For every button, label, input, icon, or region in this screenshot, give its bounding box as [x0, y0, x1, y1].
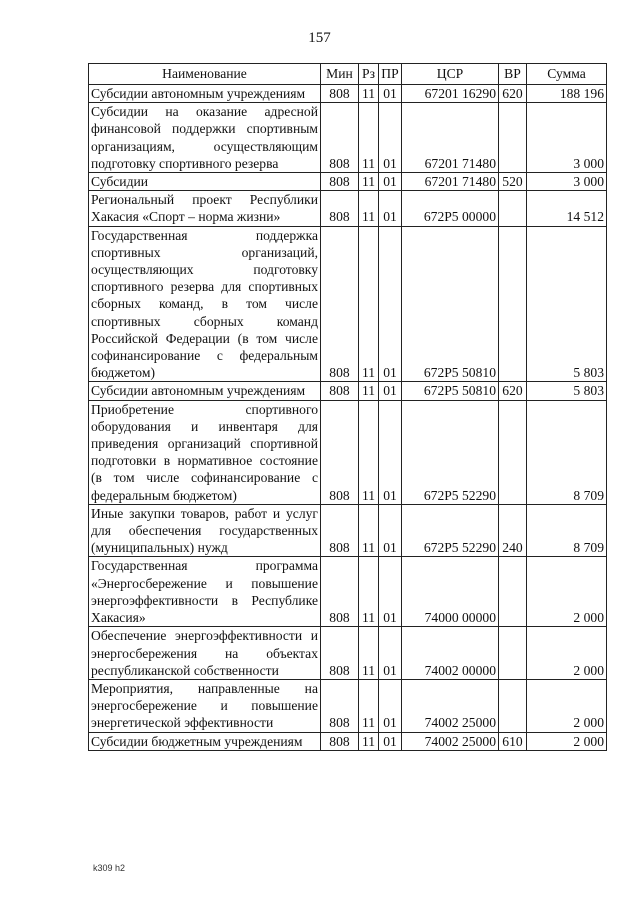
cell-sum: 8 709 [527, 400, 607, 504]
cell-min: 808 [321, 85, 359, 103]
cell-name: Региональный проект Республики Хакасия «Спорт – норма жизни» [89, 191, 321, 226]
header-rz: Рз [359, 64, 379, 85]
cell-rz: 11 [359, 226, 379, 382]
header-vr: ВР [499, 64, 527, 85]
header-sum: Сумма [527, 64, 607, 85]
cell-pr: 01 [379, 627, 402, 680]
cell-vr [499, 226, 527, 382]
cell-sum: 14 512 [527, 191, 607, 226]
cell-rz: 11 [359, 400, 379, 504]
table-row [89, 226, 607, 382]
header-csr: ЦСР [402, 64, 499, 85]
footer-code: k309 h2 [93, 863, 126, 873]
cell-csr: 74002 00000 [402, 627, 499, 680]
table-row [89, 504, 607, 557]
cell-csr: 74000 00000 [402, 557, 499, 627]
cell-sum: 5 803 [527, 382, 607, 400]
cell-rz: 11 [359, 382, 379, 400]
cell-pr: 01 [379, 557, 402, 627]
cell-vr: 620 [499, 85, 527, 103]
table-row [89, 191, 607, 226]
cell-pr: 01 [379, 400, 402, 504]
cell-csr: 67201 71480 [402, 173, 499, 191]
cell-pr: 01 [379, 85, 402, 103]
cell-sum: 3 000 [527, 103, 607, 173]
table-header-row [89, 64, 607, 85]
cell-rz: 11 [359, 85, 379, 103]
cell-sum: 2 000 [527, 627, 607, 680]
cell-min: 808 [321, 557, 359, 627]
cell-pr: 01 [379, 191, 402, 226]
cell-sum: 2 000 [527, 732, 607, 750]
table-row [89, 103, 607, 173]
cell-sum: 2 000 [527, 679, 607, 732]
cell-rz: 11 [359, 504, 379, 557]
cell-vr: 520 [499, 173, 527, 191]
cell-min: 808 [321, 627, 359, 680]
table-row [89, 627, 607, 680]
budget-table [88, 63, 607, 751]
cell-pr: 01 [379, 173, 402, 191]
cell-csr: 672P5 50810 [402, 382, 499, 400]
header-pr: ПР [379, 64, 402, 85]
cell-name: Государственная программа «Энергосбережение и повышение энергоэффективности в Республике Хакасия» [89, 557, 321, 627]
cell-min: 808 [321, 504, 359, 557]
cell-sum: 5 803 [527, 226, 607, 382]
cell-vr [499, 191, 527, 226]
cell-csr: 672P5 52290 [402, 504, 499, 557]
table-row [89, 382, 607, 400]
cell-vr [499, 627, 527, 680]
cell-name: Приобретение спортивного оборудования и инвентаря для приведения организаций спортивной подготовки в нормативное состояние (в том числе софинансирование с федеральным бюджетом) [89, 400, 321, 504]
table-row [89, 557, 607, 627]
cell-vr [499, 557, 527, 627]
cell-vr [499, 679, 527, 732]
cell-name: Государственная поддержка спортивных организаций, осуществляющих подготовку спортивного резерва для спортивных сборных команд, в том числе спортивных сборных команд Российской Федерации (в том числе софинансирование с федеральным бюджетом) [89, 226, 321, 382]
cell-pr: 01 [379, 103, 402, 173]
header-min: Мин [321, 64, 359, 85]
cell-name: Субсидии на оказание адресной финансовой поддержки спортивным организациям, осуществляющим подготовку спортивного резерва [89, 103, 321, 173]
cell-csr: 672P5 52290 [402, 400, 499, 504]
table-body [89, 85, 607, 751]
cell-csr: 74002 25000 [402, 732, 499, 750]
cell-rz: 11 [359, 191, 379, 226]
cell-rz: 11 [359, 173, 379, 191]
cell-name: Субсидии автономным учреждениям [89, 85, 321, 103]
cell-min: 808 [321, 226, 359, 382]
cell-rz: 11 [359, 627, 379, 680]
cell-csr: 67201 16290 [402, 85, 499, 103]
cell-vr [499, 103, 527, 173]
cell-sum: 2 000 [527, 557, 607, 627]
cell-pr: 01 [379, 226, 402, 382]
cell-name: Субсидии бюджетным учреждениям [89, 732, 321, 750]
cell-pr: 01 [379, 382, 402, 400]
cell-vr: 610 [499, 732, 527, 750]
cell-csr: 67201 71480 [402, 103, 499, 173]
cell-pr: 01 [379, 679, 402, 732]
cell-csr: 74002 25000 [402, 679, 499, 732]
cell-rz: 11 [359, 732, 379, 750]
cell-name: Обеспечение энергоэффективности и энергосбережения на объектах республиканской собственности [89, 627, 321, 680]
cell-csr: 672P5 50810 [402, 226, 499, 382]
cell-sum: 8 709 [527, 504, 607, 557]
cell-pr: 01 [379, 504, 402, 557]
cell-min: 808 [321, 400, 359, 504]
cell-min: 808 [321, 173, 359, 191]
cell-name: Иные закупки товаров, работ и услуг для обеспечения государственных (муниципальных) нужд [89, 504, 321, 557]
cell-name: Мероприятия, направленные на энергосбережение и повышение энергетической эффективности [89, 679, 321, 732]
table-row [89, 85, 607, 103]
cell-name: Субсидии [89, 173, 321, 191]
table-row [89, 400, 607, 504]
cell-min: 808 [321, 191, 359, 226]
cell-rz: 11 [359, 557, 379, 627]
cell-sum: 188 196 [527, 85, 607, 103]
cell-rz: 11 [359, 679, 379, 732]
cell-min: 808 [321, 679, 359, 732]
cell-min: 808 [321, 382, 359, 400]
table-row [89, 173, 607, 191]
cell-sum: 3 000 [527, 173, 607, 191]
cell-pr: 01 [379, 732, 402, 750]
cell-rz: 11 [359, 103, 379, 173]
cell-vr [499, 400, 527, 504]
page-number: 157 [308, 30, 331, 46]
cell-vr: 240 [499, 504, 527, 557]
header-name: Наименование [89, 64, 321, 85]
cell-vr: 620 [499, 382, 527, 400]
table-row [89, 732, 607, 750]
table-row [89, 679, 607, 732]
cell-csr: 672P5 00000 [402, 191, 499, 226]
cell-name: Субсидии автономным учреждениям [89, 382, 321, 400]
cell-min: 808 [321, 103, 359, 173]
cell-min: 808 [321, 732, 359, 750]
